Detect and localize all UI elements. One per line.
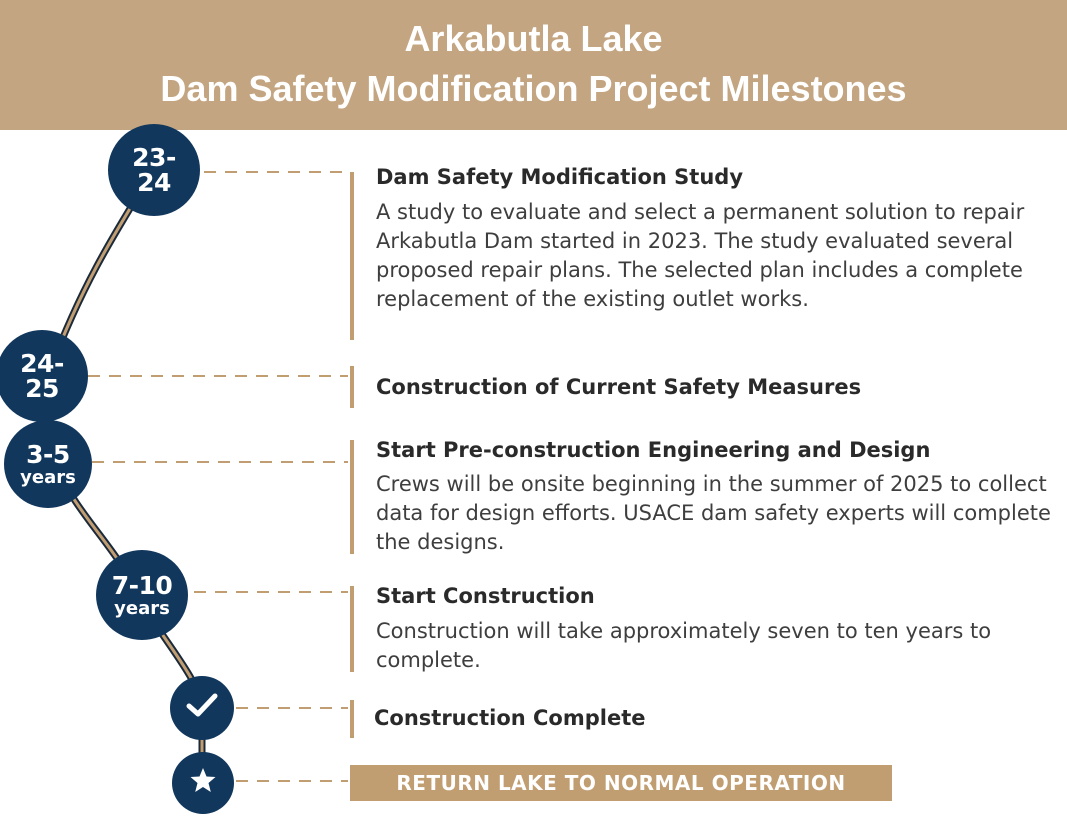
milestone-badge-4 [96,550,188,640]
milestone-title-1: Dam Safety Modification Study [376,165,744,189]
milestone-badge-3 [4,420,92,508]
badge-label-bottom: 24 [137,168,171,197]
final-milestone-banner [350,765,892,801]
milestone-badge-2 [0,330,88,422]
header-subtitle: Dam Safety Modification Project Milestones [160,68,907,109]
star-icon [189,766,217,800]
milestone-title-5: Construction Complete [374,706,646,730]
milestone-description-4: Construction will take approximately seven to ten years to complete. [376,619,992,672]
badge-label-top: 24- [20,349,64,378]
milestone-bar-3 [350,440,354,554]
final-milestone-label: RETURN LAKE TO NORMAL OPERATION [396,771,846,795]
header-title: Arkabutla Lake [404,18,663,59]
milestone-bar-4 [350,586,354,672]
milestone-title-4: Start Construction [376,584,595,608]
milestone-title-3: Start Pre-construction Engineering and Design [376,438,931,462]
milestone-badge-6 [172,752,234,814]
badge-label-bottom: years [114,597,170,619]
badge-label-bottom: years [20,466,76,488]
checkmark-icon [185,691,219,725]
milestone-bar-1 [350,172,354,340]
milestone-description-3: Crews will be onsite beginning in the summer of 2025 to collect data for design efforts. USACE dam safety experts will complete the designs. [376,472,1051,554]
milestone-bar-2 [350,366,354,408]
milestone-description-1: A study to evaluate and select a permanent solution to repair Arkabutla Dam started in 2023. The study evaluated several proposed repair plans. The selected plan includes a complete replacement of the existing outlet works. [376,200,1025,311]
milestone-badge-1 [108,124,200,216]
milestone-badge-5 [170,676,234,740]
badge-label-top: 23- [132,143,176,172]
milestone-bar-5 [350,700,354,738]
milestone-title-2: Construction of Current Safety Measures [376,375,862,399]
badge-label-top: 7-10 [111,570,173,600]
badge-label-top: 3-5 [26,439,70,469]
badge-label-bottom: 25 [25,374,59,403]
